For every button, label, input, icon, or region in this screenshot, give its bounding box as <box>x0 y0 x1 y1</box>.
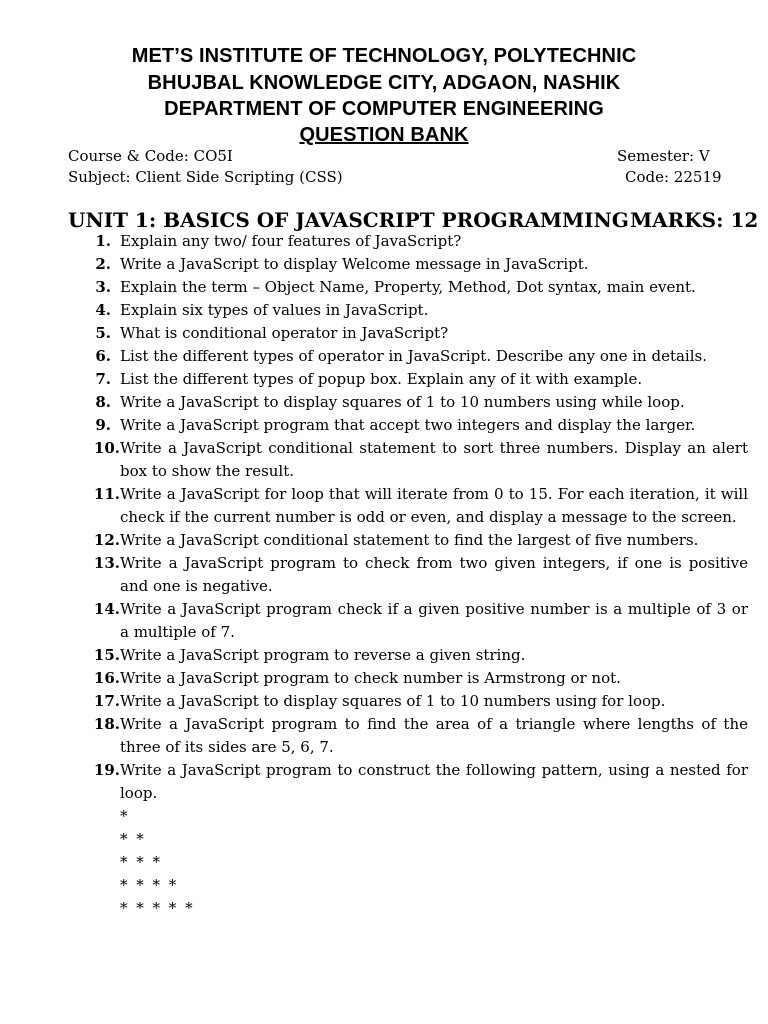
question-number: 15. <box>93 646 120 664</box>
question-number: 18. <box>93 715 120 733</box>
subject-code: Code: 22519 <box>625 168 722 186</box>
question-item <box>68 552 748 598</box>
pattern-line: * * * * * <box>120 899 195 917</box>
course-code: Course & Code: CO5I <box>68 147 233 165</box>
question-item <box>68 644 748 667</box>
document-title <box>0 123 768 147</box>
question-item <box>68 345 748 368</box>
pattern-line: * <box>120 807 130 825</box>
question-text: Write a JavaScript to display squares of 1 to 10 numbers using for loop. <box>120 692 666 710</box>
question-item <box>68 230 748 253</box>
question-text: Write a JavaScript to display Welcome message in JavaScript. <box>120 255 589 273</box>
question-text: Write a JavaScript program to construct the following pattern, using a nested for loop. <box>120 761 748 802</box>
question-text: Write a JavaScript program that accept two integers and display the larger. <box>120 416 696 434</box>
question-text: Explain six types of values in JavaScript. <box>120 301 429 319</box>
question-item <box>68 437 748 483</box>
department-name: DEPARTMENT OF COMPUTER ENGINEERING <box>164 98 604 120</box>
semester: Semester: V <box>617 147 710 165</box>
subject: Subject: Client Side Scripting (CSS) <box>68 168 343 186</box>
question-text: Write a JavaScript program to find the area of a triangle where lengths of the three of its sides are 5, 6, 7. <box>120 715 748 756</box>
question-number: 4. <box>95 301 111 319</box>
unit-title: UNIT 1: BASICS OF JAVASCRIPT PROGRAMMING <box>68 208 629 232</box>
question-item <box>68 253 748 276</box>
question-text: Write a JavaScript program to check number is Armstrong or not. <box>120 669 621 687</box>
question-number: 16. <box>93 669 120 687</box>
question-text: Write a JavaScript conditional statement to sort three numbers. Display an alert box to show the result. <box>120 439 748 480</box>
question-item <box>68 414 748 437</box>
institute-address: BHUJBAL KNOWLEDGE CITY, ADGAON, NASHIK <box>147 72 621 94</box>
question-text: Write a JavaScript program check if a given positive number is a multiple of 3 or a multiple of 7. <box>120 600 748 641</box>
question-number: 17. <box>93 692 120 710</box>
question-item <box>68 690 748 713</box>
question-number: 11. <box>93 485 120 503</box>
question-number: 14. <box>93 600 120 618</box>
question-text: Write a JavaScript to display squares of 1 to 10 numbers using while loop. <box>120 393 685 411</box>
document-title-text: QUESTION BANK <box>299 124 469 146</box>
question-text: List the different types of operator in JavaScript. Describe any one in details. <box>120 347 707 365</box>
question-text: Explain any two/ four features of JavaScript? <box>120 232 462 250</box>
question-text: List the different types of popup box. Explain any of it with example. <box>120 370 643 388</box>
question-item <box>68 667 748 690</box>
question-text: Write a JavaScript conditional statement to find the largest of five numbers. <box>120 531 699 549</box>
question-number: 6. <box>95 347 111 365</box>
question-number: 13. <box>93 554 120 572</box>
question-item <box>68 759 748 805</box>
pattern-line: * * * <box>120 853 163 871</box>
question-number: 10. <box>93 439 120 457</box>
question-number: 5. <box>95 324 111 342</box>
question-text: Write a JavaScript for loop that will iterate from 0 to 15. For each iteration, it will check if the current number is odd or even, and display a message to the screen. <box>120 485 748 526</box>
institute-name: MET’S INSTITUTE OF TECHNOLOGY, POLYTECHNIC <box>131 45 637 67</box>
question-number: 8. <box>95 393 111 411</box>
question-list <box>68 230 748 920</box>
pattern-line: * * * * <box>120 876 179 894</box>
question-item <box>68 276 748 299</box>
question-number: 3. <box>95 278 111 296</box>
question-item <box>68 391 748 414</box>
pattern-line: * * <box>120 830 146 848</box>
question-number: 9. <box>95 416 111 434</box>
question-text: Write a JavaScript program to reverse a given string. <box>120 646 526 664</box>
question-item <box>68 529 748 552</box>
question-item <box>68 368 748 391</box>
question-number: 12. <box>93 531 120 549</box>
question-text: What is conditional operator in JavaScript? <box>120 324 449 342</box>
question-item <box>68 598 748 644</box>
question-number: 1. <box>95 232 111 250</box>
question-text: Write a JavaScript program to check from two given integers, if one is positive and one is negative. <box>120 554 748 595</box>
unit-marks: MARKS: 12 <box>630 208 759 232</box>
question-item <box>68 713 748 759</box>
question-item <box>68 322 748 345</box>
question-text: Explain the term – Object Name, Property, Method, Dot syntax, main event. <box>120 278 696 296</box>
question-item <box>68 483 748 529</box>
question-number: 2. <box>95 255 111 273</box>
question-number: 7. <box>95 370 111 388</box>
question-item <box>68 299 748 322</box>
question-number: 19. <box>93 761 120 779</box>
